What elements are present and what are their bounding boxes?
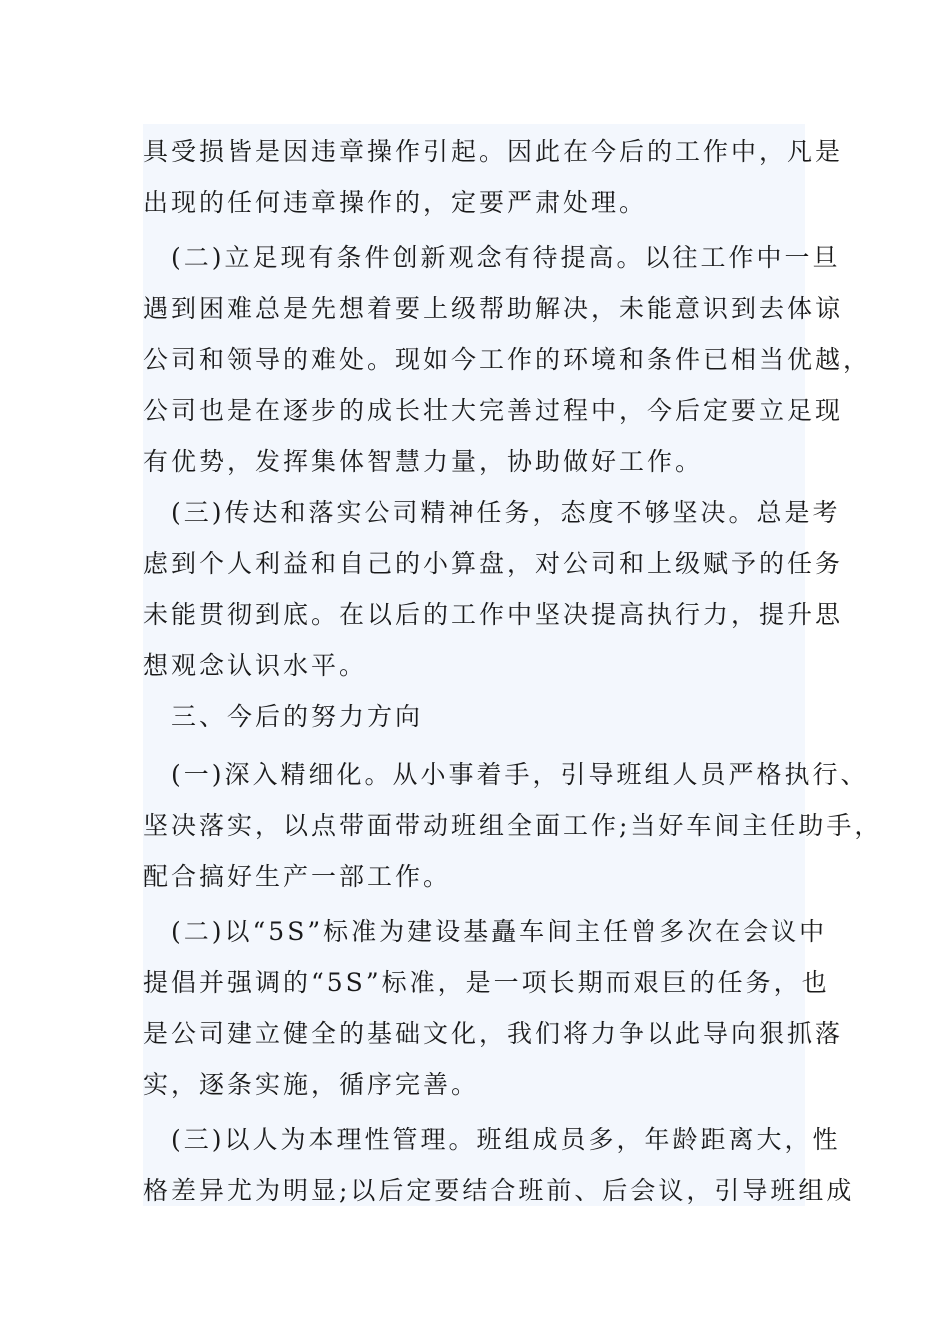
body-line: 出现的任何违章操作的，定要严肃处理。	[143, 188, 648, 217]
body-line: (三)传达和落实公司精神任务，态度不够坚决。总是考	[143, 498, 841, 527]
body-line: (三)以人为本理性管理。班组成员多，年龄距离大，性	[143, 1125, 841, 1154]
body-line: 格差异尤为明显;以后定要结合班前、后会议，引导班组成	[143, 1176, 855, 1205]
body-line: 是公司建立健全的基础文化，我们将力争以此导向狠抓落	[143, 1019, 844, 1048]
body-line: 公司也是在逐步的成长壮大完善过程中，今后定要立足现	[143, 396, 844, 425]
body-line: (二)立足现有条件创新观念有待提高。以往工作中一旦	[143, 243, 841, 272]
body-line: 遇到困难总是先想着要上级帮助解决，未能意识到去体谅	[143, 294, 844, 323]
document-text-block	[143, 124, 883, 1206]
body-line: 虑到个人利益和自己的小算盘，对公司和上级赋予的任务	[143, 549, 844, 578]
body-line: 坚决落实，以点带面带动班组全面工作;当好车间主任助手，	[143, 811, 883, 840]
body-line: 配合搞好生产一部工作。	[143, 862, 452, 891]
body-line: (二)以“5S”标准为建设基矗车间主任曾多次在会议中	[143, 917, 828, 946]
body-line: 有优势，发挥集体智慧力量，协助做好工作。	[143, 447, 704, 476]
body-line: 公司和领导的难处。现如今工作的环境和条件已相当优越，	[143, 345, 872, 374]
body-line: 实，逐条实施，循序完善。	[143, 1070, 480, 1099]
body-line: 具受损皆是因违章操作引起。因此在今后的工作中，凡是	[143, 137, 844, 166]
body-line: 提倡并强调的“5S”标准，是一项长期而艰巨的任务，也	[143, 968, 830, 997]
body-line: (一)深入精细化。从小事着手，引导班组人员严格执行、	[143, 760, 869, 789]
body-line: 未能贯彻到底。在以后的工作中坚决提高执行力，提升思	[143, 600, 844, 629]
section-heading: 三、今后的努力方向	[143, 702, 424, 731]
body-line: 想观念认识水平。	[143, 651, 368, 680]
